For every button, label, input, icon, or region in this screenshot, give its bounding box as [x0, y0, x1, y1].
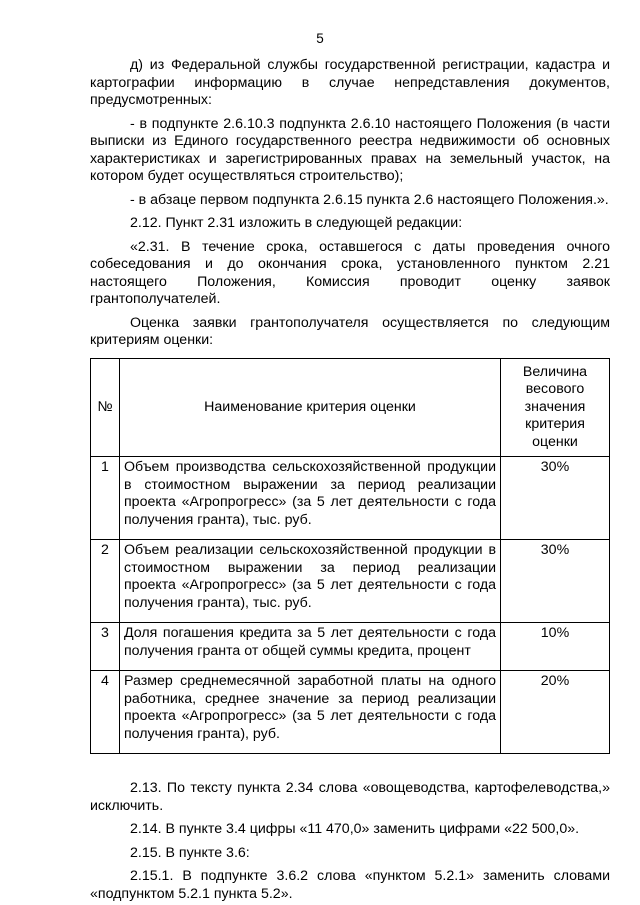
- paragraph-2-12: 2.12. Пункт 2.31 изложить в следующей редакции:: [130, 215, 463, 231]
- paragraph-2-31: «2.31. В течение срока, оставшегося с даты проведения очного собеседования и до окончания срока, установленного пунктом 2.21 настоящего Положения, Комиссия проводит оценку заявок грантополучателей.: [90, 238, 610, 307]
- row-criterion-name: Доля погашения кредита за 5 лет деятельности с года получения гранта от общей суммы кредита, процент: [120, 623, 501, 671]
- table-header-row: [91, 358, 610, 457]
- row-weight: 30%: [501, 457, 610, 540]
- row-number: 1: [91, 457, 120, 540]
- document-body: [90, 57, 610, 903]
- paragraph-criteria-intro: Оценка заявки грантополучателя осуществляется по следующим критериям оценки:: [90, 314, 610, 348]
- paragraph-subpoint-2-6-15: - в абзаце первом подпункта 2.6.15 пункта 2.6 настоящего Положения.».: [130, 191, 609, 208]
- row-number: 2: [91, 540, 120, 623]
- table-row: [91, 671, 610, 754]
- row-weight: 30%: [501, 540, 610, 623]
- paragraph-rosreestr: д) из Федеральной службы государственной регистрации, кадастра и картографии информацию в случае непредставления документов, предусмотренных:: [90, 57, 610, 108]
- row-criterion-name: Размер среднемесячной заработной платы на одного работника, среднее значение за период реализации проекта «Агропрогресс» (за 5 лет деятельности с года получения гранта), руб.: [120, 671, 501, 754]
- table-row: [91, 457, 610, 540]
- row-criterion-name: Объем реализации сельскохозяйственной продукции в стоимостном выражении за период реализации проекта «Агропрогресс» (за 5 лет деятельности с года получения гранта), тыс. руб.: [120, 540, 501, 623]
- row-weight: 10%: [501, 623, 610, 671]
- table-row: [91, 540, 610, 623]
- paragraph-2-13: 2.13. По тексту пункта 2.34 слова «овощеводства, картофелеводства,» исключить.: [90, 780, 610, 814]
- row-number: 4: [91, 671, 120, 754]
- criteria-table: [90, 358, 610, 755]
- row-weight: 20%: [501, 671, 610, 754]
- row-number: 3: [91, 623, 120, 671]
- header-weight: Величина весового значения критерия оценки: [501, 358, 610, 457]
- paragraph-2-15: 2.15. В пункте 3.6:: [130, 844, 250, 861]
- table-row: [91, 623, 610, 671]
- page-number: 5: [316, 31, 324, 46]
- paragraph-2-15-1: 2.15.1. В подпункте 3.6.2 слова «пунктом 5.2.1» заменить словами «подпунктом 5.2.1 пункта 5.2».: [90, 868, 610, 902]
- header-criterion-name: Наименование критерия оценки: [120, 358, 501, 457]
- paragraph-subpoint-2-6-10-3: - в подпункте 2.6.10.3 подпункта 2.6.10 настоящего Положения (в части выписки из Единого государственного реестра недвижимости об основных характеристиках и зарегистрированных правах на земельный участок, на котором будет осуществляться строительство);: [90, 115, 610, 184]
- row-criterion-name: Объем производства сельскохозяйственной продукции в стоимостном выражении за период реализации проекта «Агропрогресс» (за 5 лет деятельности с года получения гранта), тыс. руб.: [120, 457, 501, 540]
- paragraph-2-14: 2.14. В пункте 3.4 цифры «11 470,0» заменить цифрами «22 500,0».: [130, 821, 580, 837]
- header-number: №: [91, 358, 120, 457]
